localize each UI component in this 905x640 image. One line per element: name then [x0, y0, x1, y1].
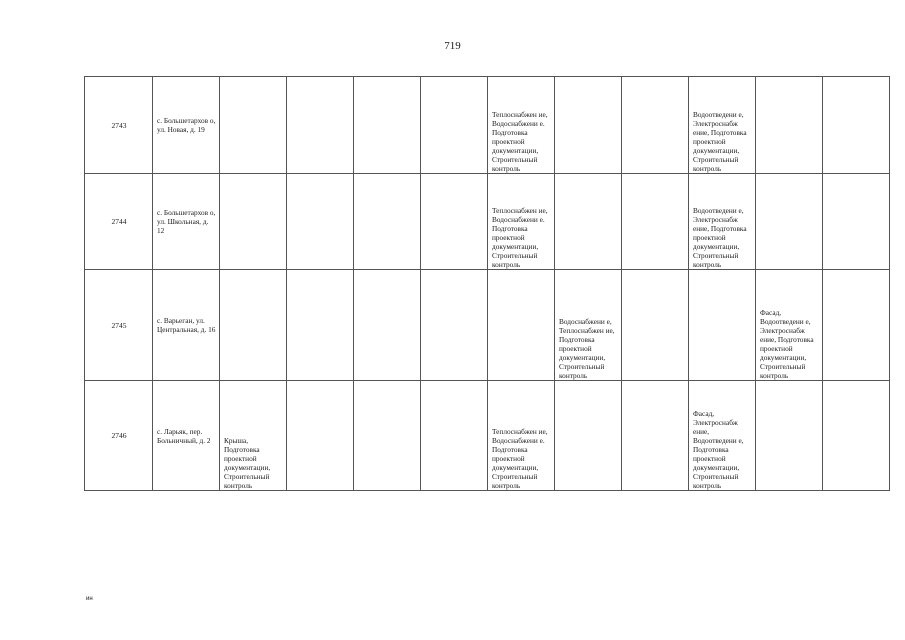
works-cell: Водоснабжени е, Теплоснабжен ие, Подготовка проектной документации, Строительный контроль: [555, 270, 622, 381]
table-row: [85, 77, 890, 174]
works-cell: [555, 77, 622, 174]
empty-cell: [622, 174, 689, 270]
address-cell: с. Большетархов о, ул. Школьная, д. 12: [153, 174, 220, 270]
works-cell: Теплоснабжен ие, Водоснабжени е. Подготовка проектной документации, Строительный контроль: [488, 174, 555, 270]
works-cell: Фасад, Водоотведени е, Электроснабж ение, Подготовка проектной документации, Строительный контроль: [756, 270, 823, 381]
empty-cell: [823, 381, 890, 491]
table-row: [85, 174, 890, 270]
works-cell: [220, 174, 287, 270]
empty-cell: [421, 381, 488, 491]
row-number: 2744: [85, 174, 153, 270]
address-cell: с. Варьеган, ул. Центральная, д. 16: [153, 270, 220, 381]
empty-cell: [421, 77, 488, 174]
empty-cell: [287, 270, 354, 381]
empty-cell: [421, 174, 488, 270]
row-number: 2743: [85, 77, 153, 174]
works-cell: [220, 77, 287, 174]
empty-cell: [622, 77, 689, 174]
works-cell: [220, 270, 287, 381]
empty-cell: [354, 77, 421, 174]
works-cell: [756, 77, 823, 174]
row-number: 2745: [85, 270, 153, 381]
empty-cell: [287, 174, 354, 270]
empty-cell: [622, 381, 689, 491]
works-cell: Фасад, Электроснабж ение, Водоотведени е, Подготовка проектной документации, Строительный контроль: [689, 381, 756, 491]
works-cell: [555, 174, 622, 270]
table-row: [85, 270, 890, 381]
capital-repair-table: [84, 76, 890, 491]
empty-cell: [823, 174, 890, 270]
address-cell: с. Большетархов о, ул. Новая, д. 19: [153, 77, 220, 174]
empty-cell: [421, 270, 488, 381]
empty-cell: [823, 270, 890, 381]
works-cell: Теплоснабжен ие, Водоснабжени е. Подготовка проектной документации, Строительный контроль: [488, 381, 555, 491]
empty-cell: [354, 174, 421, 270]
empty-cell: [823, 77, 890, 174]
works-cell: Теплоснабжен ие, Водоснабжени е. Подготовка проектной документации, Строительный контроль: [488, 77, 555, 174]
table-row: [85, 381, 890, 491]
works-cell: Водоотведени е, Электроснабж ение, Подготовка проектной документации, Строительный контроль: [689, 77, 756, 174]
empty-cell: [354, 270, 421, 381]
works-cell: [756, 174, 823, 270]
works-cell: Водоотведени е, Электроснабж ение, Подготовка проектной документации, Строительный контроль: [689, 174, 756, 270]
works-cell: [555, 381, 622, 491]
works-cell: [689, 270, 756, 381]
empty-cell: [354, 381, 421, 491]
empty-cell: [287, 77, 354, 174]
empty-cell: [622, 270, 689, 381]
page-number: 719: [444, 40, 461, 52]
row-number: 2746: [85, 381, 153, 491]
footer-mark: ин: [86, 596, 93, 602]
works-cell: Крыша, Подготовка проектной документации, Строительный контроль: [220, 381, 287, 491]
address-cell: с. Ларьяк, пер. Больничный, д. 2: [153, 381, 220, 491]
works-cell: [756, 381, 823, 491]
empty-cell: [287, 381, 354, 491]
works-cell: [488, 270, 555, 381]
